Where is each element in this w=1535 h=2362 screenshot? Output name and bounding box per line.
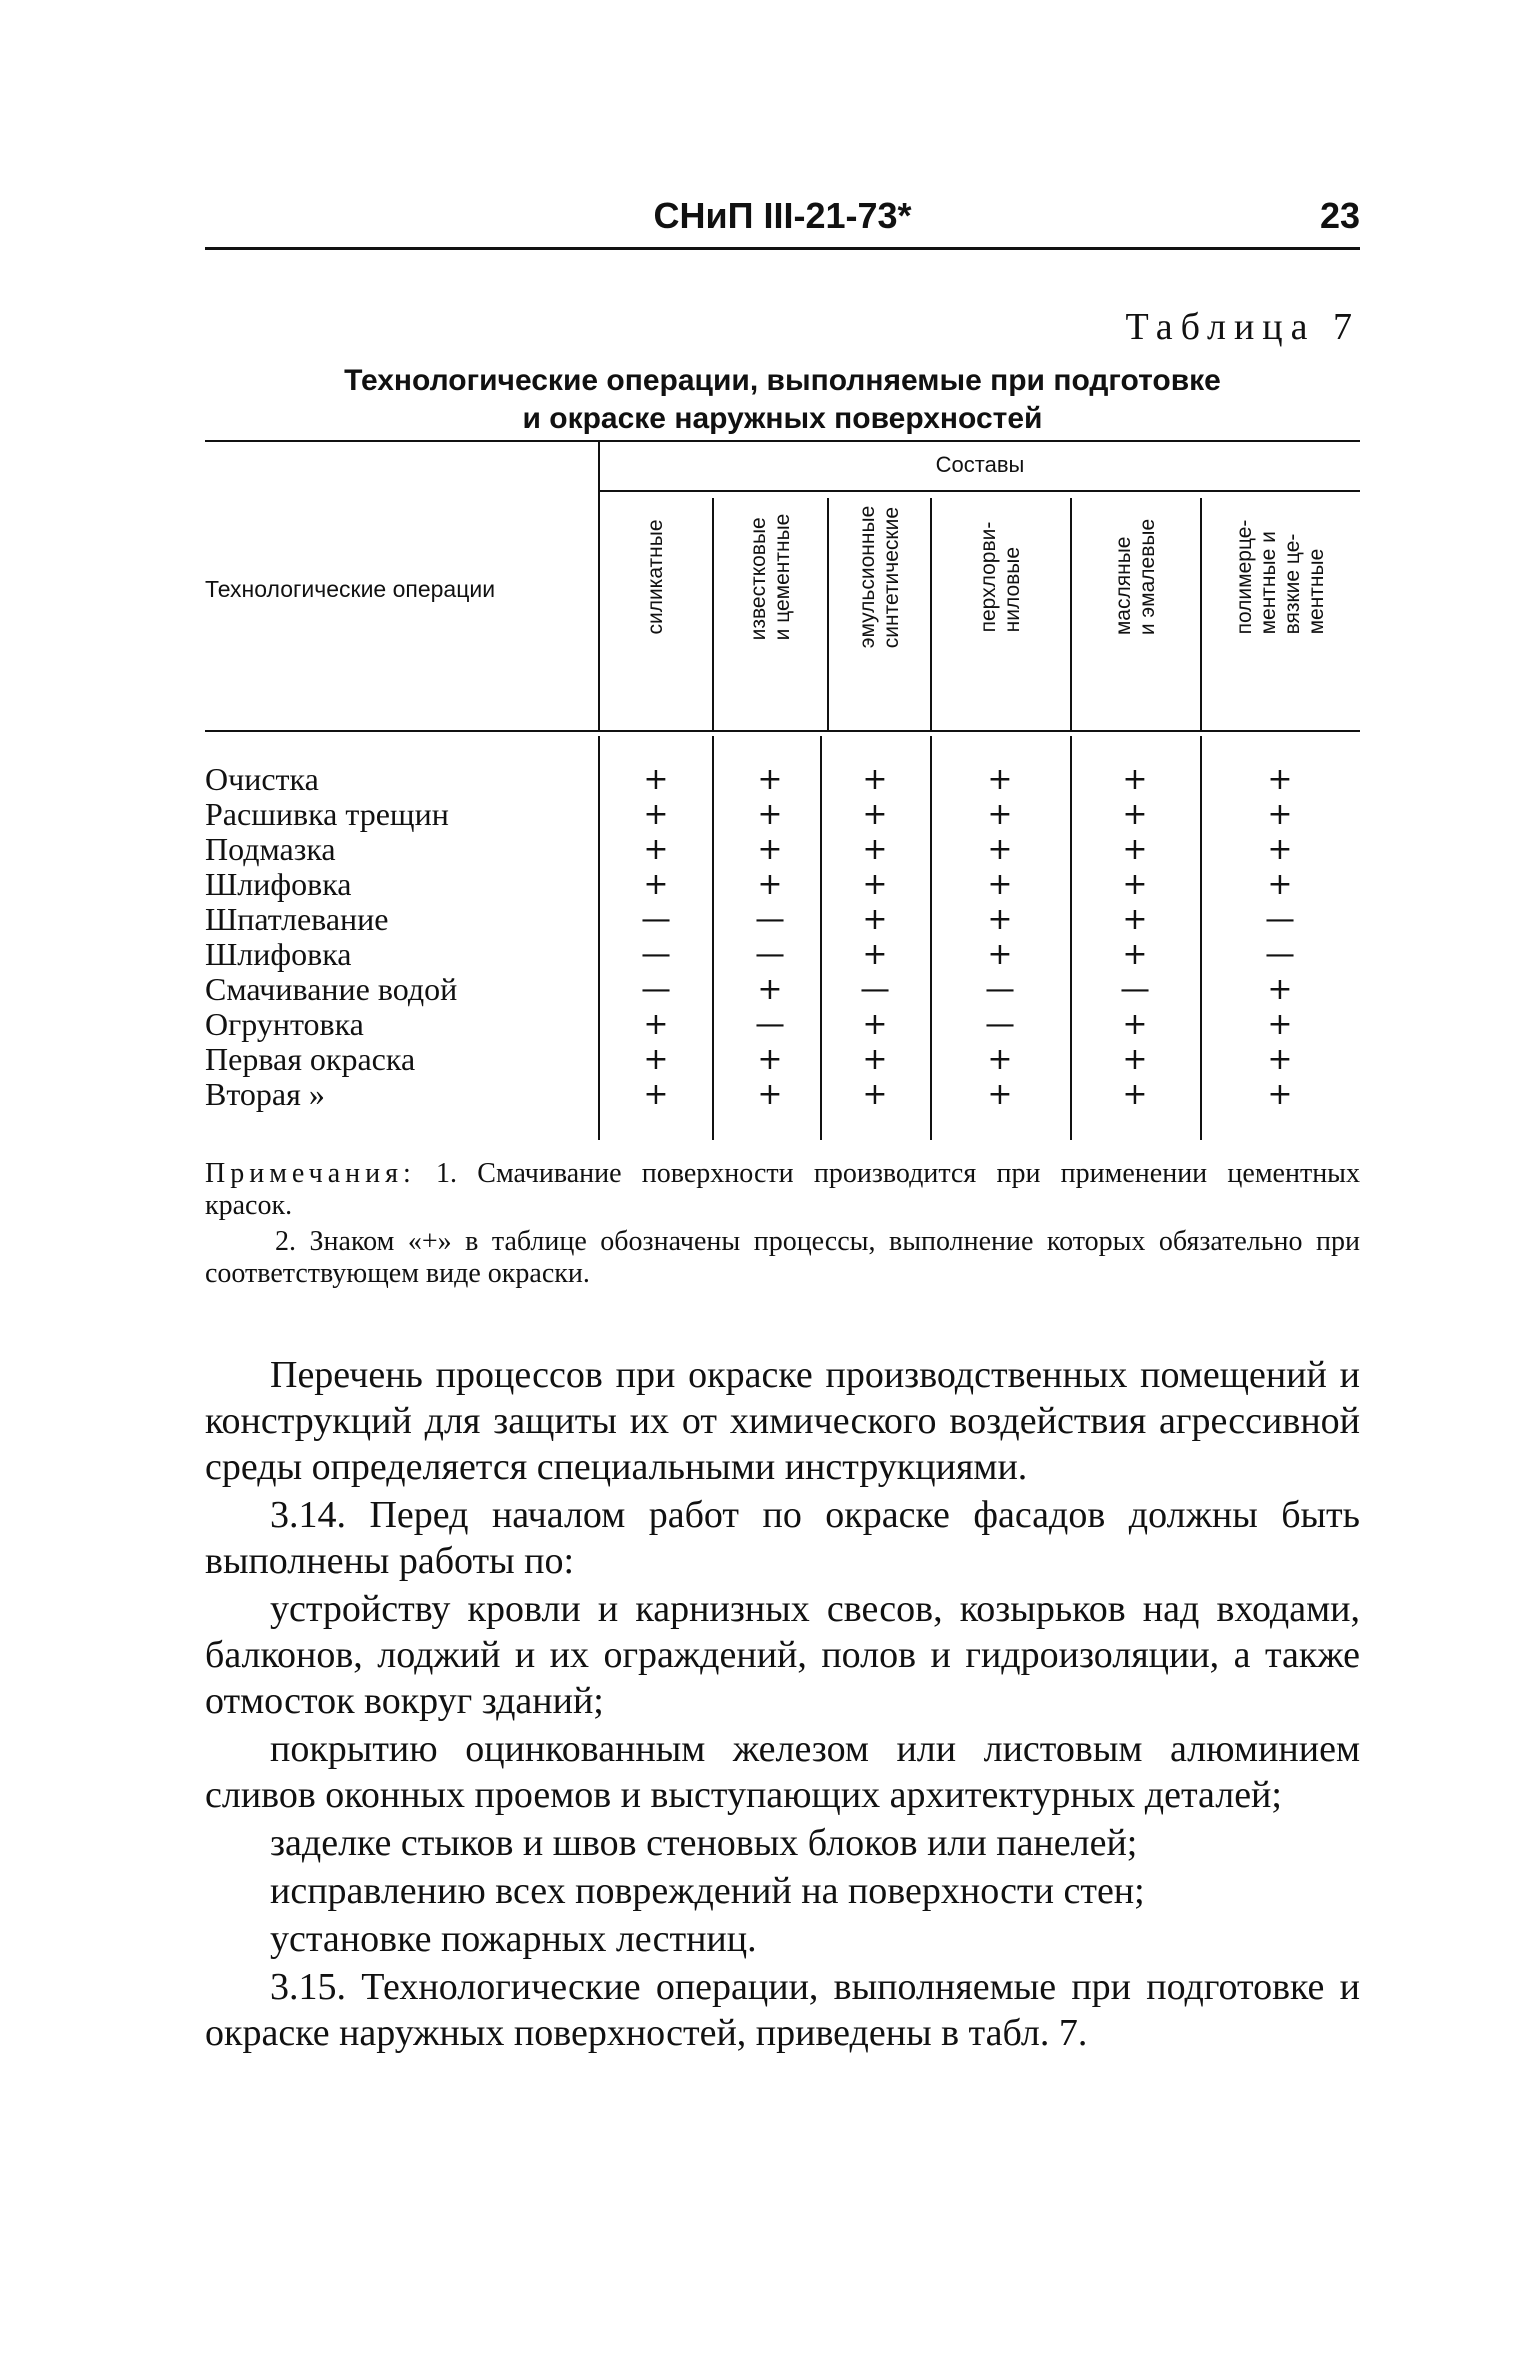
table-mark: +: [757, 972, 783, 1007]
group-header-rule: [600, 490, 1360, 492]
table-mark: +: [987, 797, 1013, 832]
table-mark: —: [641, 972, 671, 1007]
table-mark: +: [1122, 832, 1148, 867]
body-col-divider: [930, 736, 932, 1140]
table-title-line-2: и окраске наружных поверхностей: [522, 402, 1043, 435]
table-mark: —: [641, 937, 671, 972]
document-code: СНиП III-21-73*: [653, 195, 912, 236]
table-mark: +: [987, 762, 1013, 797]
paragraph: заделке стыков и швов стеновых блоков или панелей;: [270, 1822, 1138, 1864]
table-mark: +: [1122, 867, 1148, 902]
table-mark: +: [643, 832, 669, 867]
body-col-divider: [1200, 736, 1202, 1140]
table-mark: +: [1267, 1042, 1293, 1077]
table-mark: —: [641, 902, 671, 937]
paragraph: исправлению всех повреждений на поверхности стен;: [270, 1870, 1145, 1912]
table-mark: +: [862, 867, 888, 902]
section-3-14: 3.14. Перед началом работ по окраске фасадов должны быть выполнены работы по:: [205, 1494, 1360, 1582]
table-mark: +: [643, 1007, 669, 1042]
operation-label: Очистка: [205, 761, 319, 797]
table-mark: +: [1122, 797, 1148, 832]
table-mark: +: [987, 937, 1013, 972]
table-mark: —: [1265, 937, 1295, 972]
operation-label: Вторая »: [205, 1076, 325, 1112]
header-bottom-rule: [205, 730, 1360, 732]
table-mark: +: [862, 1007, 888, 1042]
table-mark: +: [1122, 1077, 1148, 1112]
operation-label: Смачивание водой: [205, 971, 458, 1007]
table-mark: —: [755, 902, 785, 937]
column-header-text: эмульсионные синтетические: [855, 505, 903, 649]
column-header-text: силикатные: [644, 519, 667, 635]
body-text: [205, 1352, 1360, 2058]
operations-header: Технологические операции: [205, 576, 496, 602]
table-mark: +: [1122, 937, 1148, 972]
table-mark: +: [1267, 972, 1293, 1007]
table-mark: —: [860, 972, 890, 1007]
table-mark: +: [757, 832, 783, 867]
table-mark: +: [1267, 832, 1293, 867]
page-number: 23: [1319, 195, 1360, 236]
table-mark: +: [643, 1077, 669, 1112]
note-2: 2. Знаком «+» в таблице обозначены процессы, выполнение которых обязательно при соответствующем виде окраски.: [205, 1226, 1360, 1289]
operations-list: [205, 762, 595, 1112]
body-col-divider: [1070, 736, 1072, 1140]
column-header-text: масляные и эмалевые: [1112, 518, 1159, 636]
body-col-divider: [820, 736, 822, 1140]
operation-label: Шпатлевание: [205, 901, 389, 937]
paragraph: устройству кровли и карнизных свесов, козырьков над входами, балконов, лоджий и их ограждений, полов и гидроизоляции, а также отмосток вокруг зданий;: [205, 1588, 1360, 1722]
table-mark: +: [1122, 902, 1148, 937]
table-mark: +: [862, 762, 888, 797]
section-3-15: 3.15. Технологические операции, выполняемые при подготовке и окраске наружных поверхностей, приведены в табл. 7.: [205, 1966, 1360, 2054]
column-header-perchlorvinyl: [932, 502, 1070, 652]
table-mark: +: [643, 762, 669, 797]
note-1-text: 1. Смачивание поверхности производится при применении цементных красок.: [205, 1158, 1360, 1221]
table-mark: +: [757, 762, 783, 797]
operation-label: Подмазка: [205, 831, 336, 867]
compositions-header: Составы: [935, 452, 1025, 477]
operations-table: [205, 440, 1360, 1140]
column-header-lime-cement: [714, 502, 827, 652]
table-mark: +: [987, 1042, 1013, 1077]
table-title-line-1: Технологические операции, выполняемые при подготовке: [344, 364, 1221, 397]
table-mark: +: [862, 902, 888, 937]
table-mark: —: [755, 1007, 785, 1042]
operation-label: Огрунтовка: [205, 1006, 364, 1042]
table-mark: +: [757, 867, 783, 902]
table-mark: +: [757, 1042, 783, 1077]
table-mark: +: [862, 797, 888, 832]
table-mark: +: [987, 867, 1013, 902]
table-mark: —: [1265, 902, 1295, 937]
operation-label: Шлифовка: [205, 936, 352, 972]
table-mark: +: [1122, 1007, 1148, 1042]
table-mark: +: [757, 797, 783, 832]
body-col-divider: [712, 736, 714, 1140]
table-mark: +: [862, 937, 888, 972]
table-notes: [205, 1158, 1360, 1294]
table-mark: +: [987, 902, 1013, 937]
table-title: [205, 362, 1360, 438]
table-mark: +: [643, 867, 669, 902]
table-mark: —: [985, 972, 1015, 1007]
table-mark: —: [755, 937, 785, 972]
table-mark: +: [643, 1042, 669, 1077]
operation-label: Первая окраска: [205, 1041, 416, 1077]
table-mark: +: [1267, 1007, 1293, 1042]
table-mark: +: [1267, 797, 1293, 832]
column-header-oil-enamel: [1072, 502, 1200, 652]
table-mark: +: [1267, 867, 1293, 902]
notes-lead: Примечания:: [205, 1158, 416, 1189]
table-mark: +: [1122, 1042, 1148, 1077]
body-col-divider: [598, 736, 600, 1140]
table-mark: +: [862, 1042, 888, 1077]
table-mark: +: [1267, 1077, 1293, 1112]
table-mark: +: [643, 797, 669, 832]
table-mark: +: [862, 832, 888, 867]
column-header-polymer-cement: [1202, 502, 1360, 652]
operation-label: Шлифовка: [205, 866, 352, 902]
table-top-rule: [205, 440, 1360, 442]
table-mark: —: [1120, 972, 1150, 1007]
table-mark: +: [862, 1077, 888, 1112]
table-mark: —: [985, 1007, 1015, 1042]
table-label: Таблица 7: [1125, 306, 1360, 348]
table-mark: +: [987, 832, 1013, 867]
header-rule: [205, 247, 1360, 250]
note-1: [205, 1158, 1360, 1222]
column-header-silicate: [600, 502, 712, 652]
column-header-text: полимерце- ментные и вязкие це- ментные: [1233, 519, 1328, 635]
paragraph: покрытию оцинкованным железом или листовым алюминием сливов оконных проемов и выступающих архитектурных деталей;: [205, 1728, 1360, 1816]
table-mark: +: [1122, 762, 1148, 797]
table-mark: +: [1267, 762, 1293, 797]
table-mark: +: [757, 1077, 783, 1112]
table-mark: +: [987, 1077, 1013, 1112]
paragraph: Перечень процессов при окраске производственных помещений и конструкций для защиты их от химического воздействия агрессивной среды определяется специальными инструкциями.: [205, 1354, 1360, 1488]
column-header-text: перхлорви- ниловые: [977, 521, 1024, 633]
operation-label: Расшивка трещин: [205, 796, 449, 832]
column-header-text: известковые и цементные: [746, 513, 794, 641]
paragraph: установке пожарных лестниц.: [270, 1918, 757, 1960]
column-header-emulsion: [829, 502, 930, 652]
page-header: [205, 195, 1360, 255]
